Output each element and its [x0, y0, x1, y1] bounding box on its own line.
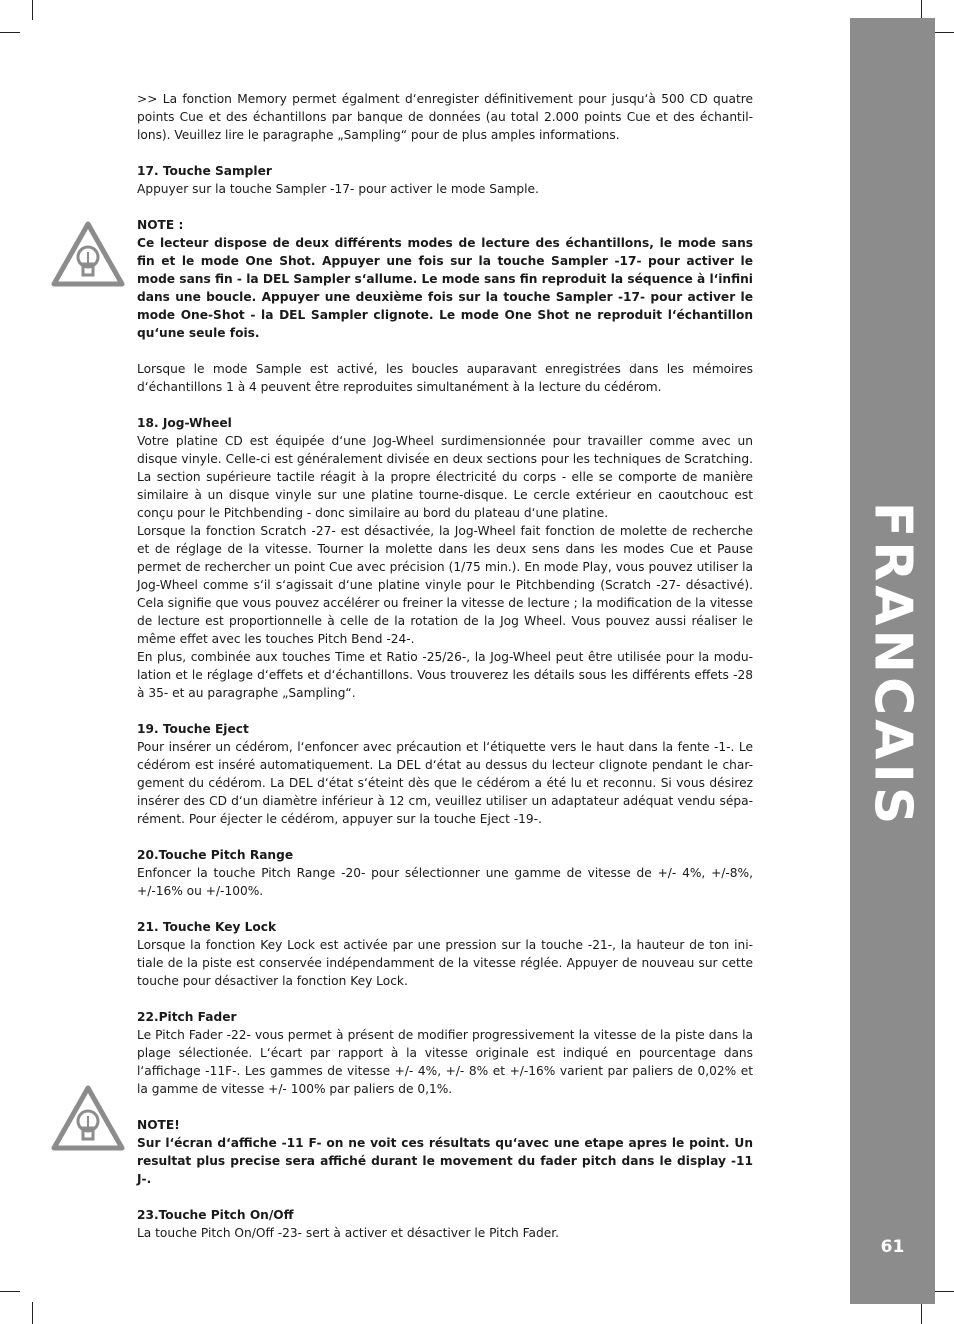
- section-text: Pour insérer un cédérom, l‘enfoncer avec précaution et l‘étiquette vers le haut dans la fente -1-. Le cédérom est inséré automatiquement. La DEL d‘état au dessus du lecteur clignote pendant le char-gement du cédérom. La DEL d‘état s‘éteint dès que le cédérom a été lu et reconnu. Si vous désirez insérer des CD d‘un diamètre inférieur à 12 cm, veuillez utiliser un adaptateur adéquat vendu sépa-rément. Pour éjecter le cédérom, appuyer sur la touche Eject -19-.: [137, 740, 753, 826]
- section-text: Appuyer sur la touche Sampler -17- pour activer le mode Sample.: [137, 182, 539, 196]
- crop-mark: [934, 1291, 954, 1292]
- section-heading: 20.Touche Pitch Range: [137, 848, 294, 862]
- section-text: En plus, combinée aux touches Time et Ratio -25/26-, la Jog-Wheel peut être utilisée pour la modu-lation et le réglage d‘effets et d‘échantillons. Vous trouverez les détails sous les différents effets -28 à 35- et au paragraphe „Sampling“.: [137, 650, 753, 700]
- section-text: Votre platine CD est équipée d‘une Jog-Wheel surdimensionnée pour travailler comme avec un disque vinyle. Celle-ci est généralement divisée en deux sections pour les techniques de Scratching. La section supérieure tactile réagit à la propre électricité du corps - elle se comporte de manière similaire à un disque vinyle sur une platine tourne-disque. Le cercle extérieur en caoutchouc est conçu pour le Pitchbending - donc similaire au bord du plateau d‘une platine.: [137, 434, 753, 520]
- section-text: Le Pitch Fader -22- vous permet à présent de modifier progressivement la vitesse de la piste dans la plage sélectionée. L‘écart par rapport à la vitesse originale est indiqué en pourcentage dans l‘affichage -11F-. Les gammes de vitesse +/- 4%, +/- 8% et +/-16% varient par paliers de 0,02% et la gamme de vitesse +/- 100% par paliers de 0,1%.: [137, 1028, 753, 1096]
- crop-mark: [921, 1302, 922, 1324]
- crop-mark: [921, 0, 922, 20]
- section-text: Lorsque la fonction Key Lock est activée par une pression sur la touche -21-, la hauteur de ton ini-tiale de la piste est conservée indépendamment de la vitesse réglée. Appuyer de nouveau sur cette touche pour désactiver la fonction Key Lock.: [137, 938, 753, 988]
- warning-lightbulb-icon: [50, 220, 126, 288]
- main-content: [137, 90, 753, 1242]
- section-heading: 23.Touche Pitch On/Off: [137, 1208, 294, 1222]
- intro-paragraph: >> La fonction Memory permet égalment d‘enregister définitivement pour jusqu‘à 500 CD quatre points Cue et des échantillons par banque de données (au total 2.000 points Cue et des échantil-lons). Veuillez lire le paragraphe „Sampling“ pour de plus amples informations.: [137, 92, 753, 142]
- section-text: La touche Pitch On/Off -23- sert à activer et désactiver le Pitch Fader.: [137, 1226, 560, 1240]
- section-heading: 22.Pitch Fader: [137, 1010, 237, 1024]
- note-text: Sur l‘écran d‘affiche -11 F- on ne voit ces résultats qu‘avec une etape apres le point. Un resultat plus precise sera affiché durant le movement du fader pitch dans le display -11 J-.: [137, 1136, 753, 1186]
- warning-lightbulb-icon: [50, 1084, 126, 1152]
- note-title: NOTE!: [137, 1118, 180, 1132]
- section-text: Lorsque le mode Sample est activé, les boucles auparavant enregistrées dans les mémoires d‘échantillons 1 à 4 peuvent être reproduites simultanément à la lecture du cédérom.: [137, 362, 753, 394]
- section-text: Enfoncer la touche Pitch Range -20- pour sélectionner une gamme de vitesse de +/- 4%, +/-8%, +/-16% ou +/-100%.: [137, 866, 753, 898]
- crop-mark: [0, 1291, 20, 1292]
- crop-mark: [32, 0, 33, 20]
- section-heading: 17. Touche Sampler: [137, 164, 272, 178]
- note-title: NOTE :: [137, 218, 184, 232]
- section-heading: 18. Jog-Wheel: [137, 416, 232, 430]
- page-number: 61: [880, 1237, 905, 1257]
- section-text: Lorsque la fonction Scratch -27- est désactivée, la Jog-Wheel fait fonction de molette de recherche et de réglage de la vitesse. Tourner la molette dans les deux sens dans les modes Cue et Pause permet de rechercher un point Cue avec précision (1/75 min.). En mode Play, vous pouvez utiliser la Jog-Wheel comme s‘il s‘agissait d‘une platine vinyle pour le Pitchbending (Scratch -27- désactivé). Cela signifie que vous pouvez accélérer ou freiner la vitesse de lecture ; la modification de la vitesse de lecture est proportionnelle à celle de la rotation de la Jog Wheel. Vous pouvez aussi réaliser le même effet avec les touches Pitch Bend -24-.: [137, 524, 753, 646]
- crop-mark: [32, 1302, 33, 1324]
- side-tab-label: FRANCAIS: [862, 501, 923, 829]
- section-heading: 21. Touche Key Lock: [137, 920, 277, 934]
- crop-mark: [0, 32, 20, 33]
- note-text: Ce lecteur dispose de deux différents modes de lecture des échantillons, le mode sans fin et le mode One Shot. Appuyer une fois sur la touche Sampler -17- pour activer le mode sans fin - la DEL Sampler s‘allume. Le mode sans fin reproduit la séquence à l‘infini dans une boucle. Appuyer une deuxième fois sur la touche Sampler -17- pour activer le mode One-Shot - la DEL Sampler clignote. Le mode One Shot ne reproduit l‘échantillon qu‘une seule fois.: [137, 236, 753, 340]
- crop-mark: [934, 32, 954, 33]
- section-heading: 19. Touche Eject: [137, 722, 249, 736]
